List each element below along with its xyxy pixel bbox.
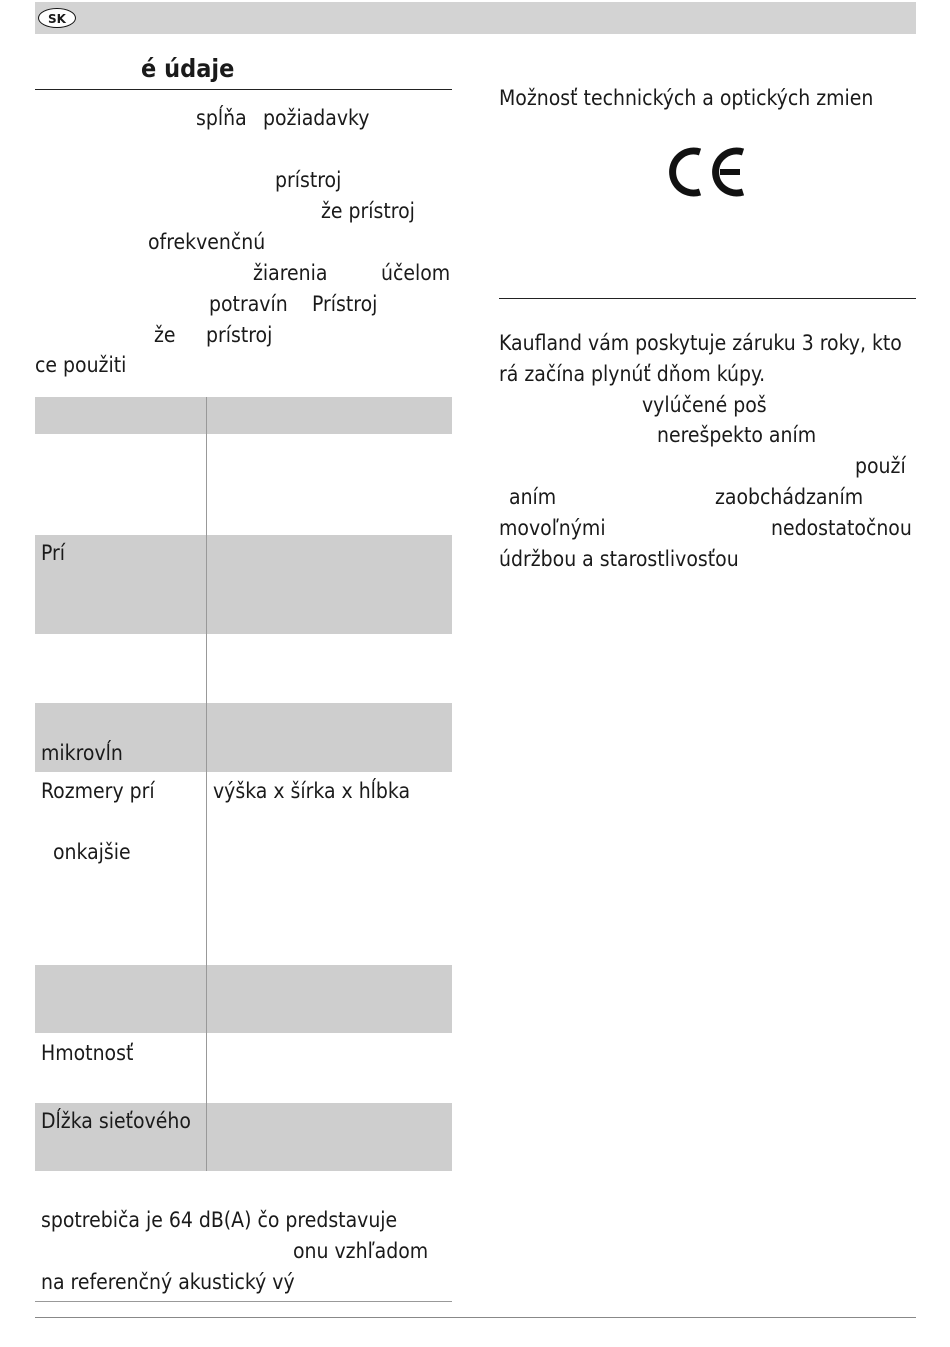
intro-text: prístroj [206,323,273,347]
noise-text: na referenčný akustický vý [41,1270,295,1294]
intro-text: Prístroj [312,292,378,316]
warranty-text: movoľnými [499,516,606,540]
table-cell-label: Prí [41,541,66,565]
ce-mark-icon [668,143,748,201]
intro-text: účelom [381,261,451,285]
table-cell-label: Dĺžka sieťového [41,1109,191,1133]
warranty-text: nerešpekto aním [657,423,817,447]
warranty-text: aním [509,485,557,509]
noise-text: onu vzhľadom [293,1239,429,1263]
intro-text: že [154,323,176,347]
changes-note: Možnosť technických a optických zmien [499,86,874,110]
warranty-text: údržbou a starostlivosťou [499,547,739,571]
column-end-divider [35,1301,452,1302]
noise-text: spotrebiča je 64 dB(A) čo predstavuje [41,1208,398,1232]
table-cell-label: Rozmery prí [41,779,155,803]
warranty-text: Kaufland vám poskytuje záruku 3 roky, kto [499,331,902,355]
intro-text: potravín [209,292,288,316]
warranty-text: rá začína plynúť dňom kúpy. [499,362,766,386]
footer-divider [35,1317,916,1318]
intro-text: ofrekvenčnú [148,230,266,254]
table-column-divider [206,397,207,1171]
table-row [35,397,452,434]
warranty-text: vylúčené poš [642,393,767,417]
intro-text: prístroj [275,168,342,192]
warranty-text: zaobchádzaním [715,485,864,509]
table-cell-value: výška x šírka x hĺbka [213,779,411,803]
warranty-text: nedostatočnou [771,516,912,540]
table-cell-label: Hmotnosť [41,1041,134,1065]
language-badge: SK [38,8,76,28]
heading-divider [35,89,452,90]
header-bar [35,2,916,34]
table-row [35,965,452,1033]
table-row [35,535,452,634]
intro-text: požiadavky [263,106,370,130]
intro-text: spĺňa [196,106,247,130]
table-cell-label: mikrovĺn [41,741,123,765]
right-divider [499,298,916,299]
section-heading: é údaje [141,54,235,83]
intro-text: že prístroj [321,199,415,223]
table-cell-label: onkajšie [53,840,131,864]
intro-text: žiarenia [253,261,328,285]
intro-text: ce použiti [35,353,127,377]
warranty-text: použí [855,454,906,478]
